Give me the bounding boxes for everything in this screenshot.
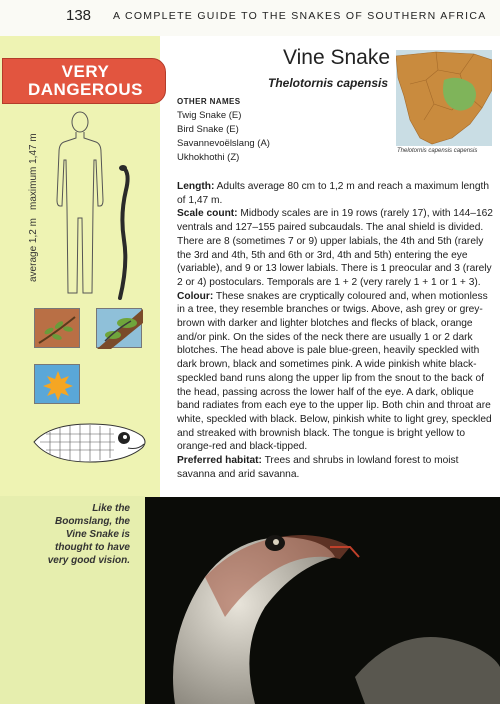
page-header [0, 0, 500, 36]
scale-count-text: Midbody scales are in 19 rows (rarely 17), with 144–162 ventrals and 127–155 paired subcaudals. The anal shield is divided. There are 8 (sometimes 7 or 9) upper labials, the 4th and 5th (rarely the 3rd and 4th, 5th and 6th or 3rd, 4th and 5th) entering the eye (variable), and 9 or 13 lower labials. There is 1 preocular and 3 (rarely 2 or 4) postoculars. Temporals are 1 + 2 (very rarely 1 + 1 or 1 + 3). [177, 208, 493, 288]
habitat-section [177, 454, 495, 481]
other-name-item: Bird Snake (E) [177, 124, 239, 135]
scale-average-label: average 1,2 m [28, 218, 39, 282]
length-section [177, 180, 495, 207]
vine-snake-photo [145, 497, 500, 704]
colour-label: Colour: [177, 290, 214, 302]
page-number: 138 [66, 7, 92, 24]
species-scientific-name: Thelotornis capensis [268, 76, 389, 90]
human-scale-icon [52, 108, 108, 298]
scale-count-label: Scale count: [177, 208, 238, 220]
colour-text: These snakes are cryptically coloured and, when motionless in a tree, they resemble branches or twigs. Above, ash grey or grey-brown with darker and lighter blotches and flecks of black, orange and/or pink. On the sides of the neck there are usually 1 or 2 dark blotches. The head above is pale blue-green, heavily speckled with dark brown, black and sometimes pink. A wide pinkish white black-speckled band runs along the upper lip from the snout to the back of the head, passing across the lower half of the eye. A dark, oblique band radiates from each eye to the upper lip. Both chin and throat are white, speckled with black. Below, pinkish white to light grey, speckled and streaked with brownish black. The tongue is bright yellow to orange-red and black-tipped. [177, 290, 492, 453]
other-names-heading: OTHER NAMES [177, 97, 241, 106]
danger-label [13, 63, 158, 99]
danger-line-2: DANGEROUS [27, 80, 143, 99]
snake-length-icon [110, 160, 140, 300]
habitat-label: Preferred habitat: [177, 455, 262, 467]
other-name-item: Twig Snake (E) [177, 110, 242, 121]
running-title: A COMPLETE GUIDE TO THE SNAKES OF SOUTHERN AFRICA [113, 10, 487, 22]
head-scales-diagram [30, 418, 150, 468]
map-caption: Thelotornis capensis capensis [397, 148, 478, 154]
habitat-text: Trees and shrubs in lowland forest to moist savanna and arid savanna. [177, 455, 459, 480]
length-text: Adults average 80 cm to 1,2 m and reach a maximum length of 1,47 m. [177, 181, 489, 206]
diurnal-sun-icon [34, 364, 80, 404]
distribution-map [396, 50, 492, 146]
length-label: Length: [177, 181, 215, 192]
photo-caption: Like the Boomslang, the Vine Snake is thought to have very good vision. [47, 503, 130, 566]
scale-count-section [177, 207, 495, 289]
species-common-name: Vine Snake [283, 46, 391, 69]
colour-section [177, 290, 495, 454]
tree-habitat-icon [96, 308, 142, 348]
other-name-item: Savannevoëlslang (A) [177, 138, 270, 149]
branch-habitat-icon [34, 308, 80, 348]
other-names-block [177, 97, 377, 165]
species-description [177, 180, 495, 481]
scale-maximum-label: maximum 1,47 m [28, 133, 39, 210]
danger-line-1: VERY [61, 62, 110, 81]
danger-banner [2, 58, 166, 104]
other-name-item: Ukhokhothi (Z) [177, 152, 240, 163]
